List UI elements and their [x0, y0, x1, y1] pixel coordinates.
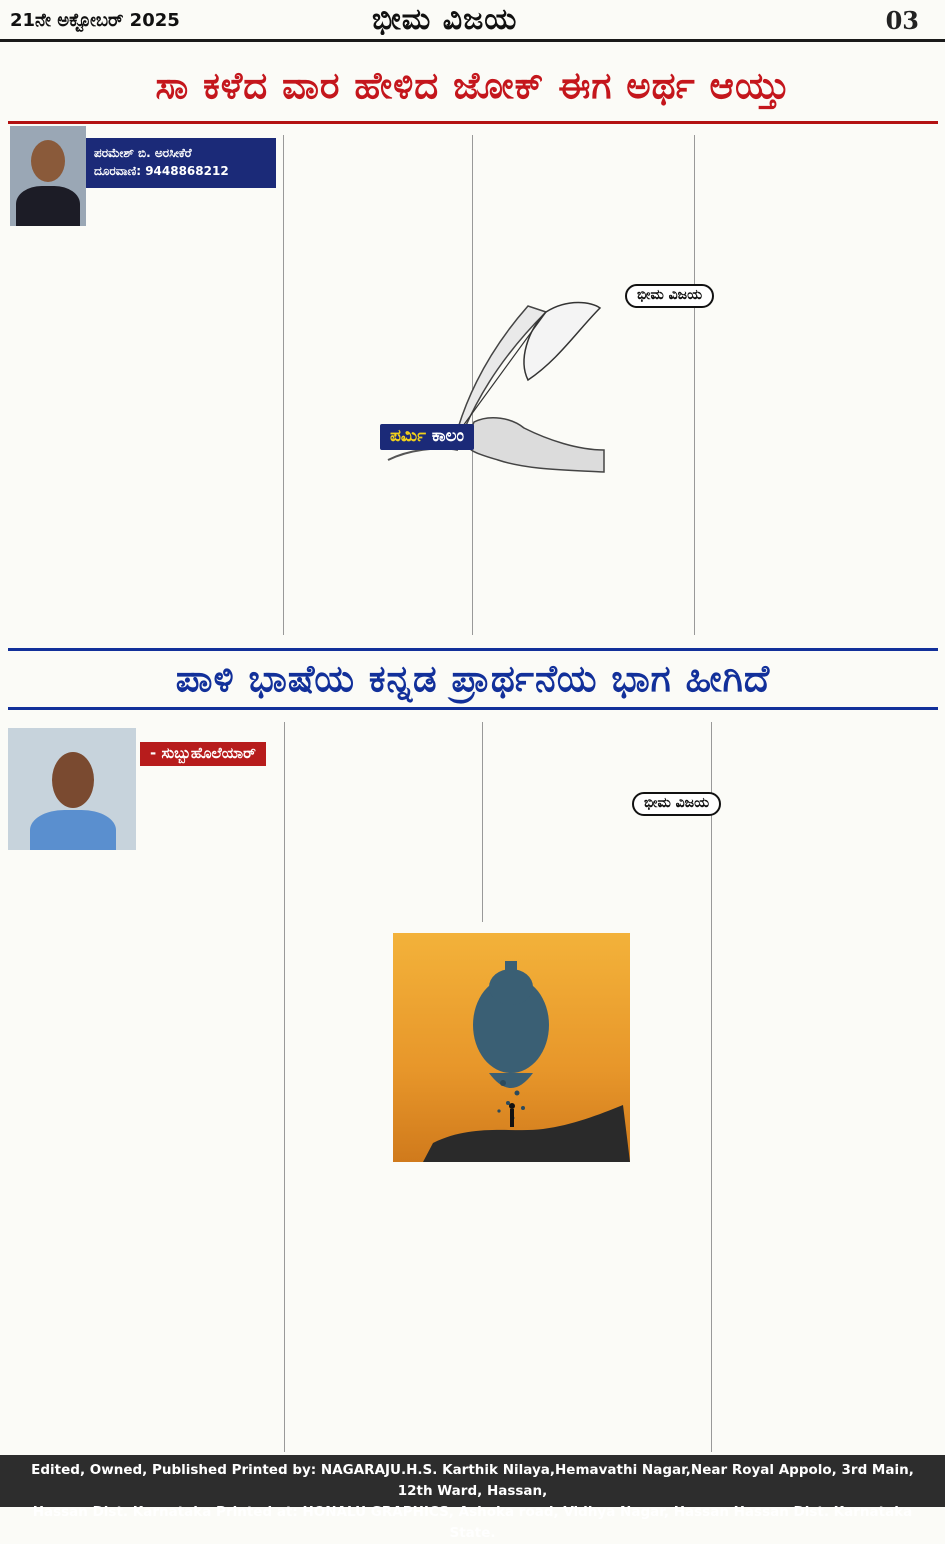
buddha-illustration	[393, 933, 630, 1162]
article1-col1	[10, 232, 278, 637]
article2-col2-bottom	[290, 1168, 478, 1452]
column-name-tag	[380, 424, 474, 450]
phone-label: ದೂರವಾಣಿ:	[94, 164, 141, 178]
bhima-vijaya-logo-2: ಭೀಮ ವಿಜಯ	[632, 792, 721, 816]
column-divider	[284, 722, 285, 1452]
column-tag-word1: ಪರ್ಮಿ	[390, 426, 426, 446]
article1-col1-intro	[86, 194, 276, 230]
article1-col3	[477, 135, 687, 285]
article2-col3-wrap	[636, 935, 706, 1165]
column-tag-word2: ಕಾಲಂ	[431, 426, 465, 446]
article2-col3	[487, 722, 707, 792]
imprint-footer	[0, 1455, 945, 1541]
masthead-logo: ಭೀಮ ವಿಜಯ	[372, 2, 518, 37]
bhima-vijaya-logo: ಭೀಮ ವಿಜಯ	[625, 284, 714, 308]
article2-col3-mid	[487, 830, 707, 930]
article2-headline: ಪಾಳಿ ಭಾಷೆಯ ಕನ್ನಡ ಪ್ರಾರ್ಥನೆಯ ಭಾಗ ಹೀಗಿದೆ	[8, 648, 938, 710]
column-divider	[694, 135, 695, 635]
article1-col4	[700, 135, 938, 637]
article1-col2	[288, 135, 466, 295]
article1-author: ಪರಮೇಶ್ ಬಿ. ಅರಸೀಕೆರೆ	[94, 146, 192, 160]
article1-byline	[86, 138, 276, 188]
column-divider	[283, 135, 284, 635]
article2-col2	[290, 722, 478, 932]
author-phone: 9448868212	[145, 164, 229, 178]
article2-author: - ಸುಬ್ಬುಹೊಲೆಯಾರ್	[140, 742, 266, 766]
column-divider	[711, 722, 712, 1452]
page-number: 03	[885, 6, 919, 35]
article2-col2-wrap	[290, 935, 390, 1165]
article1-headline: ಸಾ ಕಳೆದ ವಾರ ಹೇಳಿದ ಜೋಕ್ ಈಗ ಅರ್ಥ ಆಯ್ತು	[8, 64, 938, 124]
article2-col3-bottom	[487, 1168, 707, 1452]
imprint-line1: Edited, Owned, Published Printed by: NAGARAJU.H.S. Karthik Nilaya,Hemavathi Nagar,Near Royal Appolo, 3rd Main, 12th Ward, Hassan,	[31, 1462, 914, 1499]
column-divider	[482, 722, 483, 922]
imprint-line2: Hassan Dist. Karnataka Printed at: HONALU GRAPHICS, Ashoka road, Vidhya Nagar, Hassan Hassan Dist. Karnataka State.	[32, 1504, 913, 1541]
article1-author-photo	[10, 126, 86, 226]
article2-col1	[10, 852, 280, 1452]
article2-col4	[716, 722, 938, 1452]
article1-col2-bottom	[288, 470, 466, 637]
article2-author-photo	[8, 728, 136, 850]
page-header	[0, 0, 945, 42]
article2-col1-intro	[140, 770, 278, 850]
issue-date: 21ನೇ ಅಕ್ಟೋಬರ್ 2025	[10, 10, 180, 31]
